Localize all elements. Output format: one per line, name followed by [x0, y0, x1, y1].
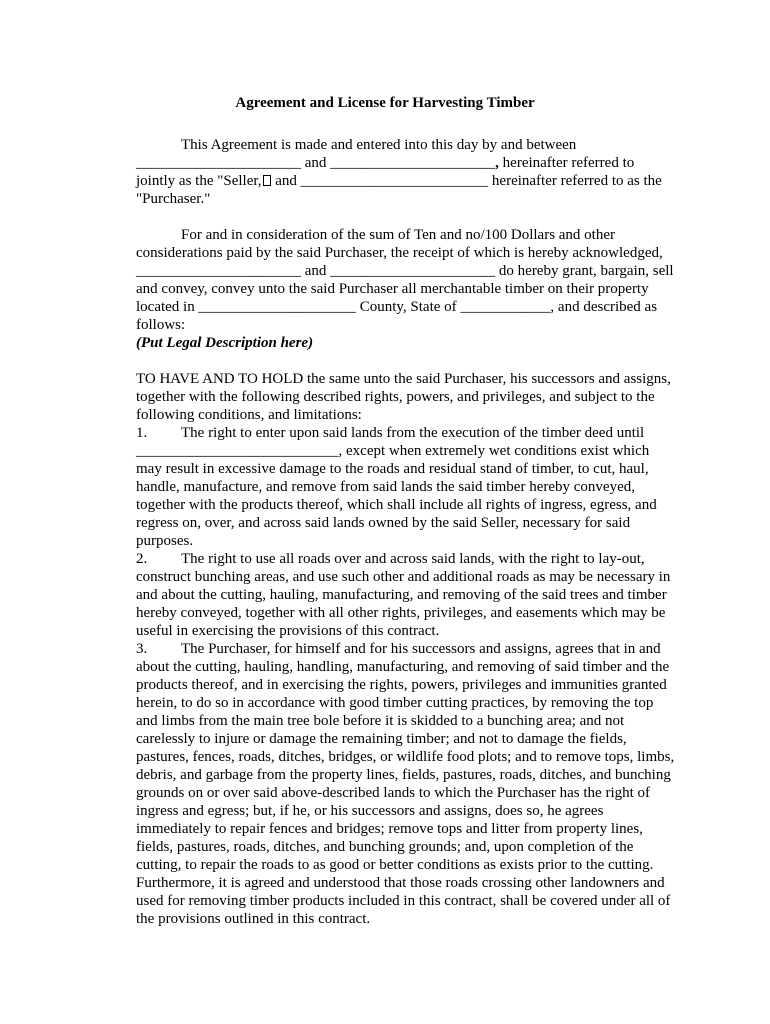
- clause-3-line-12: fields, pastures, roads, ditches, and bunching grounds; and, upon completion of the: [136, 839, 634, 855]
- clause-2-line-3: and about the cutting, hauling, manufacturing, and removing of the said trees and timber: [136, 587, 667, 603]
- clause-2-line-2: construct bunching areas, and use such other and additional roads as may be necessary in: [136, 569, 671, 585]
- document-body: [136, 136, 682, 964]
- intro-line-1: This Agreement is made and entered into this day by and between: [181, 137, 577, 153]
- consideration-line-1: For and in consideration of the sum of Ten and no/100 Dollars and other: [181, 227, 616, 243]
- consideration-line-3: ______________________ and ______________________ do hereby grant, bargain, sell: [136, 263, 674, 279]
- clause-3-line-14: Furthermore, it is agreed and understood that those roads crossing other landowners and: [136, 875, 665, 891]
- consideration-line-6: follows:: [136, 317, 186, 333]
- habendum-line-2: together with the following described rights, powers, and privileges, and subject to the: [136, 389, 655, 405]
- intro-line-2: ______________________ and ______________________, hereinafter referred to: [136, 155, 635, 171]
- clause-3-line-4: herein, to do so in accordance with good timber cutting practices, by removing the top: [136, 695, 654, 711]
- clause-3-line-9: grounds on or over said above-described lands to which the Purchaser has the right of: [136, 785, 651, 801]
- clause-3-line-1: 3. The Purchaser, for himself and for his successors and assigns, agrees that in and: [136, 641, 661, 657]
- consideration-line-5: located in _____________________ County, State of ____________, and described as: [136, 299, 658, 315]
- clause-3-line-10: ingress and egress; but, if he, or his successors and assigns, does so, he agrees: [136, 803, 604, 819]
- clause-3-line-16: the provisions outlined in this contract.: [136, 911, 371, 927]
- clause-1-line-4: handle, manufacture, and remove from said lands the said timber hereby conveyed,: [136, 479, 635, 495]
- clause-3-line-2: about the cutting, hauling, handling, manufacturing, and removing of said timber and the: [136, 659, 670, 675]
- clause-1-line-2: ___________________________, except when extremely wet conditions exist which: [136, 443, 650, 459]
- clause-2-line-5: useful in exercising the provisions of this contract.: [136, 623, 440, 639]
- legal-description-placeholder: (Put Legal Description here): [136, 335, 314, 351]
- intro-line-3: jointly as the "Seller, and _________________________ hereinafter referred to as the: [136, 173, 662, 189]
- clause-3-line-17: [136, 928, 682, 946]
- consideration-line-2: considerations paid by the said Purchaser, the receipt of which is hereby acknowledged,: [136, 245, 663, 261]
- missing-glyph-box: [263, 175, 271, 186]
- clause-3-line-13: cutting, to repair the roads to as good or better conditions as exists prior to the cutting.: [136, 857, 654, 873]
- clause-3-line-5: and limbs from the main tree bole before it is skidded to a bunching area; and not: [136, 713, 625, 729]
- clause-1-line-6: regress on, over, and across said lands owned by the said Seller, necessary for said: [136, 515, 631, 531]
- clause-3-line-8: debris, and garbage from the property lines, fields, pastures, roads, ditches, and bunching: [136, 767, 671, 783]
- intro-line-4: "Purchaser.": [136, 191, 211, 207]
- clause-3-line-3: products thereof, and in exercising the rights, powers, privileges and immunities granted: [136, 677, 667, 693]
- clause-3-line-18: [136, 946, 682, 964]
- clause-2-line-4: hereby conveyed, together with all other rights, privileges, and easements which may be: [136, 605, 666, 621]
- clause-3-line-15: used for removing timber products included in this contract, shall be covered under all of: [136, 893, 671, 909]
- document-title: Agreement and License for Harvesting Timber: [235, 95, 535, 111]
- consideration-line-4: and convey, convey unto the said Purchaser all merchantable timber on their property: [136, 281, 649, 297]
- clause-3-line-11: immediately to repair fences and bridges; remove tops and litter from property lines,: [136, 821, 643, 837]
- clause-3-line-7: pastures, fences, roads, ditches, bridges, or wildlife food plots; and to remove tops, limbs,: [136, 749, 675, 765]
- clause-1-line-1: 1. The right to enter upon said lands from the execution of the timber deed until: [136, 425, 645, 441]
- clause-2-line-1: 2. The right to use all roads over and across said lands, with the right to lay-out,: [136, 551, 645, 567]
- clause-1-line-7: purposes.: [136, 533, 194, 549]
- clause-3-line-6: carelessly to injure or damage the remaining timber; and not to damage the fields,: [136, 731, 627, 747]
- habendum-line-3: following conditions, and limitations:: [136, 407, 362, 423]
- clause-1-line-3: may result in excessive damage to the roads and residual stand of timber, to cut, haul,: [136, 461, 649, 477]
- clause-1-line-5: together with the products thereof, which shall include all rights of ingress, egress, and: [136, 497, 657, 513]
- habendum-line-1: TO HAVE AND TO HOLD the same unto the said Purchaser, his successors and assigns,: [136, 371, 671, 387]
